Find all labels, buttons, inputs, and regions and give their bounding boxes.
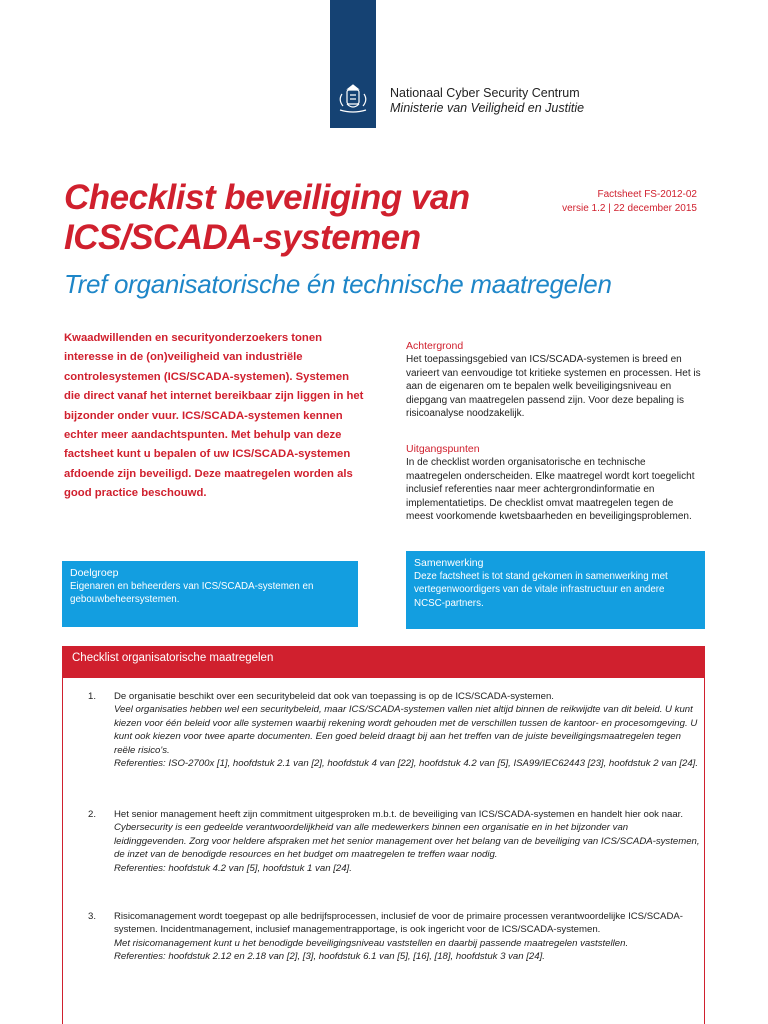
uitgangspunten-heading: Uitgangspunten xyxy=(406,443,480,455)
title-line-1: Checklist beveiliging van xyxy=(64,178,470,217)
organization-name xyxy=(390,86,584,116)
factsheet-id: Factsheet FS-2012-02 xyxy=(597,189,697,200)
achtergrond-text: Het toepassingsgebied van ICS/SCADA-systemen is breed en varieert van eenvoudige tot kritieke systemen en processen. Het is aan de eigenaren om te bepalen welk beveiligingsniveau en diepgang van maatregelen passend zijn. Voor deze bepaling is risicoanalyse noodzakelijk. xyxy=(406,354,701,420)
factsheet-version: versie 1.2 | 22 december 2015 xyxy=(562,203,697,214)
title-line-2: ICS/SCADA-systemen xyxy=(64,218,421,257)
item-explanation: Veel organisaties hebben wel een securitybeleid, maar ICS/SCADA-systemen vallen niet altijd binnen de reikwijdte van dit beleid. U kunt kiezen voor één beleid voor alle systemen waarbij rekening wordt gehouden met de verschillen tussen de kantoor- en procesomgeving. U kunt ook kiezen voor twee aparte documenten. Een goed beleid draagt bij aan het treffen van de juiste beveiligingsmaatregelen tegen reële risico's. xyxy=(114,704,698,756)
checklist-item xyxy=(88,910,700,964)
intro-text: Kwaadwillenden en securityonderzoekers tonen interesse in de (on)veiligheid van industriële controlesystemen (ICS/SCADA-systemen). Systemen die direct vanaf het internet bereikbaar zijn liggen in het bijzonder onder vuur. ICS/SCADA-systemen kennen echter meer aandachtspunten. Met behulp van deze factsheet kunt u bepalen of uw ICS/SCADA-systemen afdoende zijn beveiligd. Deze maatregelen worden als good practice beschouwd. xyxy=(64,332,364,500)
samenwerking-box xyxy=(406,551,705,629)
checklist-item xyxy=(88,808,700,875)
item-references: Referenties: hoofdstuk 2.12 en 2.18 van [2], [3], hoofdstuk 6.1 van [5], [16], [18], hoofdstuk 3 van [24]. xyxy=(114,951,545,963)
item-references: Referenties: ISO-2700x [1], hoofdstuk 2.1 van [2], hoofdstuk 4 van [22], hoofdstuk 4.2 van [5], ISA99/IEC62443 [23], hoofdstuk 2 van [24]. xyxy=(114,758,698,770)
item-statement: De organisatie beschikt over een securitybeleid dat ook van toepassing is op de ICS/SCADA-systemen. xyxy=(114,691,554,702)
achtergrond-section xyxy=(406,339,702,421)
samenwerking-text: Deze factsheet is tot stand gekomen in samenwerking met vertegenwoordigers van de vitale infrastructuur en andere NCSC-partners. xyxy=(414,571,668,609)
item-statement: Het senior management heeft zijn commitment uitgesproken m.b.t. de beveiliging van ICS/SCADA-systemen en handelt hier ook naar. xyxy=(114,809,683,820)
samenwerking-heading: Samenwerking xyxy=(414,557,484,569)
item-explanation: Cybersecurity is een gedeelde verantwoordelijkheid van alle medewerkers binnen een organisatie en in het bijzonder van leidinggevenden. Zorg voor heldere afspraken met het senior management over het belang van de beveiliging van ICS/SCADA-systemen, de inzet van de benodigde resources en het budget om maatregelen te treffen waar nodig. xyxy=(114,822,700,861)
doelgroep-heading: Doelgroep xyxy=(70,567,119,579)
doelgroep-text: Eigenaren en beheerders van ICS/SCADA-systemen en gebouwbeheersystemen. xyxy=(70,581,314,606)
item-number: 2. xyxy=(88,809,97,820)
item-number: 3. xyxy=(88,911,97,922)
royal-crest-icon xyxy=(334,80,372,118)
uitgangspunten-section xyxy=(406,442,702,524)
doelgroep-box xyxy=(62,561,358,627)
item-references: Referenties: hoofdstuk 4.2 van [5], hoofdstuk 1 van [24]. xyxy=(114,862,352,874)
item-statement: Risicomanagement wordt toegepast op alle bedrijfsprocessen, inclusief de voor de primaire processen verantwoordelijke ICS/SCADA-systemen. Incidentmanagement, inclusief managementrapportage, is ook ingericht voor de ICS/SCADA-systemen. xyxy=(114,911,683,936)
checklist-item xyxy=(88,690,700,770)
ministry-name: Ministerie van Veiligheid en Justitie xyxy=(390,101,585,115)
factsheet-meta xyxy=(540,188,697,216)
page-title xyxy=(64,178,584,258)
item-number: 1. xyxy=(88,691,97,702)
org-name: Nationaal Cyber Security Centrum xyxy=(390,86,580,100)
uitgangspunten-text: In de checklist worden organisatorische en technische maatregelen onderscheiden. Elke maatregel wordt kort toegelicht inclusief referenties naar meer achtergrondinformatie en implementatietips. De checklist omvat maatregelen tegen de meest voorkomende kwetsbaarheden en beveiligingsproblemen. xyxy=(406,457,695,523)
checklist-heading: Checklist organisatorische maatregelen xyxy=(62,646,705,678)
item-explanation: Met risicomanagement kunt u het benodigde beveiligingsniveau vaststellen en daarbij passende maatregelen vaststellen. xyxy=(114,937,629,949)
achtergrond-heading: Achtergrond xyxy=(406,340,464,352)
page-subtitle: Tref organisatorische én technische maatregelen xyxy=(64,269,612,299)
